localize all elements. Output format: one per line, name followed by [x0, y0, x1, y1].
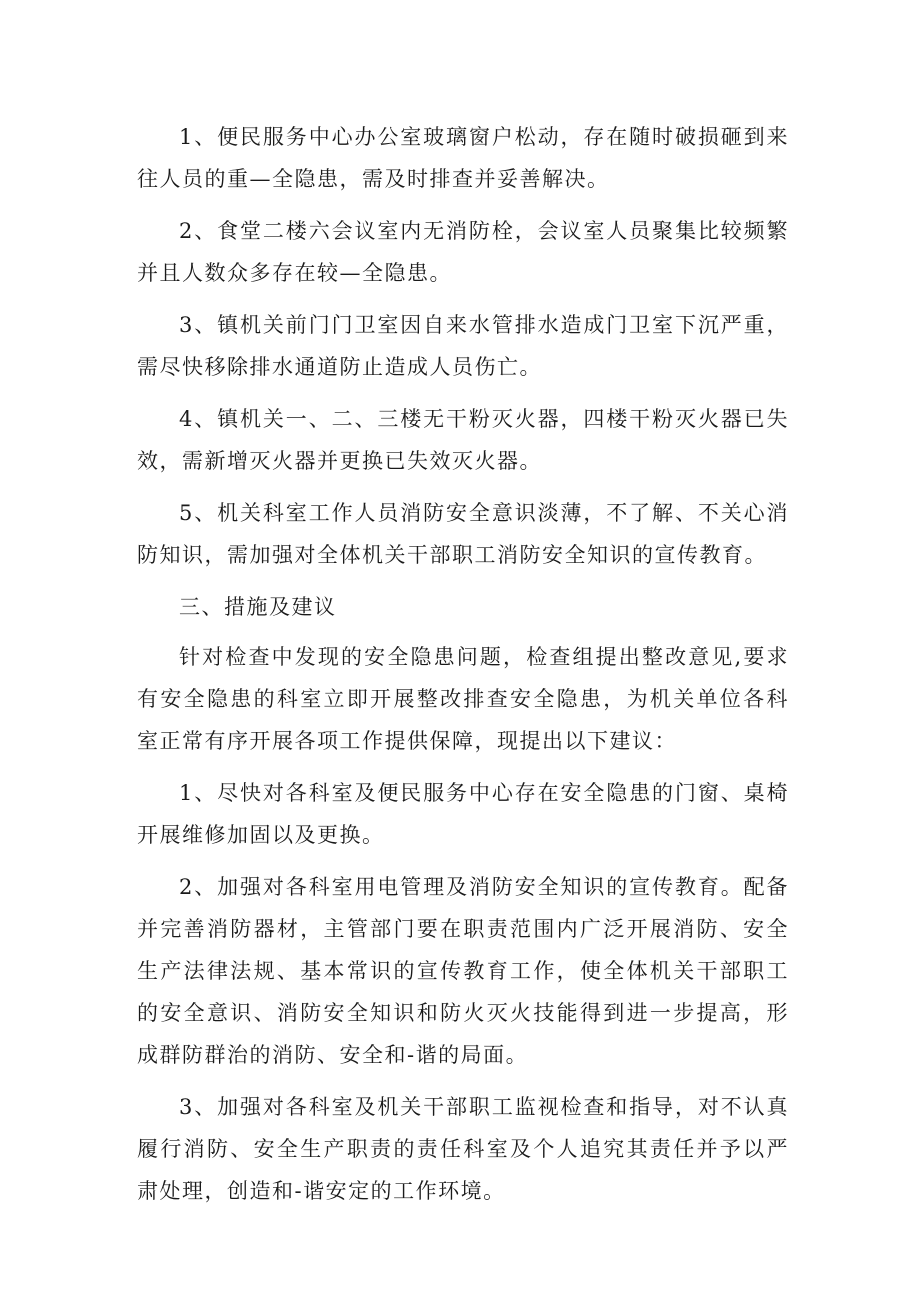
suggestion-item-2: 2、加强对各科室用电管理及消防安全知识的宣传教育。配备并完善消防器材，主管部门要在职责范围内广泛开展消防、安全生产法律法规、基本常识的宣传教育工作，使全体机关干部职工的安全意识、消防安全知识和防火灭火技能得到进一步提高，形成群防群治的消防、安全和-谐的局面。	[137, 875, 789, 1067]
document-body	[137, 116, 789, 1222]
issue-item-3: 3、镇机关前门门卫室因自来水管排水造成门卫室下沉严重，需尽快移除排水通道防止造成人员伤亡。	[137, 313, 789, 379]
issue-item-5: 5、机关科室工作人员消防安全意识淡薄，不了解、不关心消防知识，需加强对全体机关干部职工消防安全知识的宣传教育。	[137, 501, 789, 567]
suggestion-item-1: 1、尽快对各科室及便民服务中心存在安全隐患的门窗、桌椅开展维修加固以及更换。	[137, 781, 789, 847]
issue-item-4: 4、镇机关一、二、三楼无干粉灭火器，四楼干粉灭火器已失效，需新增灭火器并更换已失效灭火器。	[137, 407, 789, 473]
issue-item-2: 2、食堂二楼六会议室内无消防栓，会议室人员聚集比较频繁并且人数众多存在较—全隐患。	[137, 219, 789, 285]
issue-item-1: 1、便民服务中心办公室玻璃窗户松动，存在随时破损砸到来往人员的重—全隐患，需及时排查并妥善解决。	[137, 125, 789, 191]
intro-paragraph: 针对检查中发现的安全隐患问题，检查组提出整改意见,要求有安全隐患的科室立即开展整改排查安全隐患，为机关单位各科室正常有序开展各项工作提供保障，现提出以下建议：	[137, 645, 789, 753]
suggestion-item-3: 3、加强对各科室及机关干部职工监视检查和指导，对不认真履行消防、安全生产职责的责任科室及个人追究其责任并予以严肃处理，创造和-谐安定的工作环境。	[137, 1095, 789, 1203]
section-heading: 三、措施及建议	[179, 595, 337, 619]
